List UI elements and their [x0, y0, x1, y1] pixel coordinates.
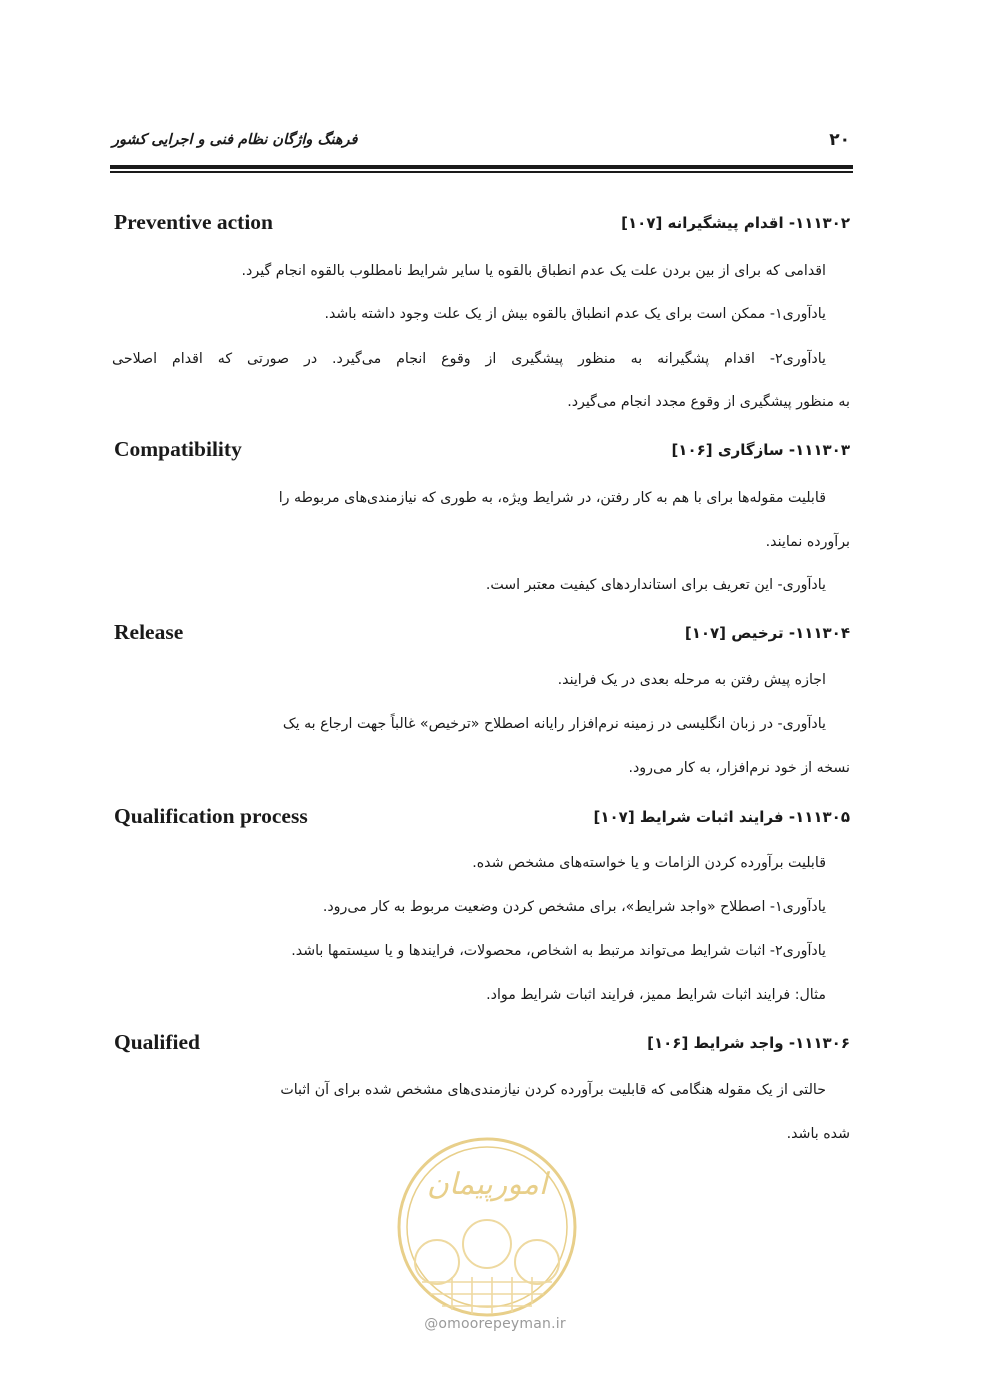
definition-line: اقدامی که برای از بین بردن علت یک عدم انطباق بالقوه یا سایر شرایط نامطلوب بالقوه انجام گیرد.: [241, 263, 826, 279]
definition-line: قابلیت مقوله‌ها برای با هم به کار رفتن، در شرایط ویژه، به طوری که نیازمندی‌های مربوطه را: [278, 490, 826, 506]
note-line: یادآوری- این تعریف برای استانداردهای کیفیت معتبر است.: [485, 577, 826, 593]
page-header: [112, 128, 850, 154]
note-line: یادآوری- در زبان انگلیسی در زمینه نرم‌افزار رایانه اصطلاح «ترخیص» غالباً جهت ارجاع به یک: [282, 716, 826, 732]
term-heading-en: Compatibility: [114, 437, 242, 461]
term-heading: [114, 1030, 850, 1064]
definition-line: برآورده نمایند.: [765, 534, 850, 550]
term-heading: [114, 620, 850, 654]
term-heading-fa: ۱۱۱۳۰۶- واجد شرایط [۱۰۶]: [647, 1034, 850, 1052]
definition-line: اجازه پیش رفتن به مرحله بعدی در یک فرایند.: [557, 672, 826, 688]
term-heading-fa: ۱۱۱۳۰۵- فرایند اثبات شرایط [۱۰۷]: [593, 808, 850, 826]
term-heading-fa: ۱۱۱۳۰۳- سازگاری [۱۰۶]: [671, 441, 850, 459]
definition-line: حالتی از یک مقوله هنگامی که قابلیت برآورده کردن نیازمندی‌های مشخص شده برای آن اثبات: [280, 1082, 826, 1098]
watermark-site: @omoorepeyman.ir: [424, 1316, 566, 1332]
term-heading-fa: ۱۱۱۳۰۲- اقدام پیشگیرانه [۱۰۷]: [621, 214, 850, 232]
page-number: ۲۰: [829, 130, 850, 150]
watermark-logo: [392, 1132, 582, 1322]
term-heading-fa: ۱۱۱۳۰۴- ترخیص [۱۰۷]: [684, 624, 850, 642]
term-heading-en: Qualified: [114, 1030, 201, 1054]
header-rule-thin: [110, 171, 853, 173]
note-line: به منظور پیشگیری از وقوع مجدد انجام می‌گیرد.: [567, 394, 850, 410]
example-line: مثال: فرایند اثبات شرایط ممیز، فرایند اثبات شرایط مواد.: [486, 987, 826, 1003]
term-heading-en: Qualification process: [114, 804, 308, 828]
note-line: یادآوری۲- اثبات شرایط می‌تواند مرتبط به اشخاص، محصولات، فرایندها و یا سیستمها باشد.: [291, 943, 826, 959]
term-heading: [114, 210, 850, 244]
term-heading: [114, 804, 850, 838]
term-heading: [114, 437, 850, 471]
definition-line: قابلیت برآورده کردن الزامات و یا خواسته‌های مشخص شده.: [472, 855, 826, 871]
term-heading-en: Preventive action: [114, 210, 274, 234]
term-heading-en: Release: [114, 620, 184, 644]
note-line: یادآوری۱- ممکن است برای یک عدم انطباق بالقوه بیش از یک علت وجود داشته باشد.: [324, 306, 826, 322]
note-line: نسخه از خود نرم‌افزار، به کار می‌رود.: [628, 760, 850, 776]
running-title: فرهنگ واژگان نظام فنی و اجرایی کشور: [112, 132, 358, 148]
note-line: یادآوری۲- اقدام پشگیرانه به منظور پیشگیری از وقوع انجام می‌گیرد. در صورتی که اقدام اصلاحی: [112, 351, 826, 367]
watermark-logo-text: امورپیمان: [426, 1167, 548, 1202]
header-rule-thick: [110, 165, 853, 169]
definition-line: شده باشد.: [786, 1126, 850, 1142]
note-line: یادآوری۱- اصطلاح «واجد شرایط»، برای مشخص کردن وضعیت مربوط به کار می‌رود.: [322, 899, 826, 915]
